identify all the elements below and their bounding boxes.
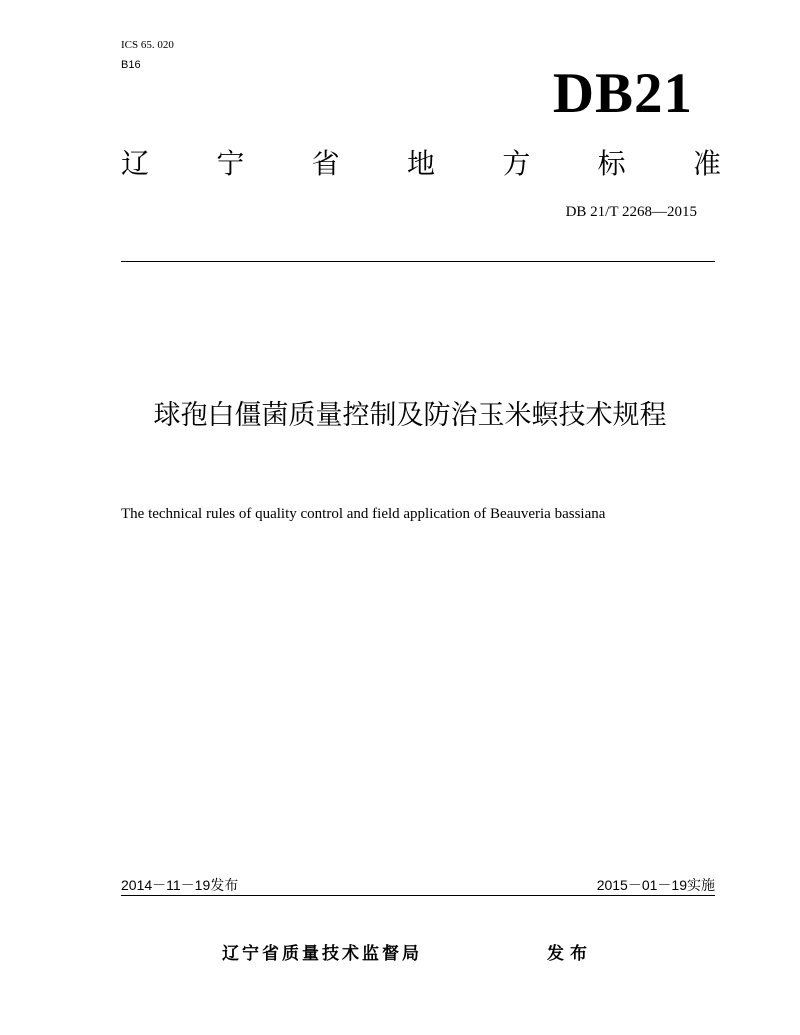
- document-title-en: The technical rules of quality control and field application of Beauveria bassiana: [121, 506, 606, 522]
- title-char: 辽: [121, 147, 150, 180]
- top-divider: [121, 261, 715, 262]
- title-char: 省: [311, 147, 340, 180]
- release-label: 发布: [210, 878, 239, 894]
- issue-word: 发布: [547, 944, 593, 964]
- release-date-line: [121, 876, 238, 895]
- title-char: 标: [597, 147, 626, 180]
- title-char: 地: [406, 147, 435, 180]
- standard-code-logo: DB21: [552, 62, 693, 125]
- standard-number: DB 21/T 2268—2015: [565, 204, 697, 220]
- title-char: 准: [692, 147, 721, 180]
- classification-code: B16: [121, 59, 141, 71]
- release-date: 2014－11－19: [121, 877, 211, 893]
- ics-code: ICS 65. 020: [121, 39, 174, 51]
- bottom-divider: [121, 895, 715, 896]
- issuing-authority: 辽宁省质量技术监督局: [222, 944, 422, 964]
- title-char: 宁: [216, 147, 245, 180]
- document-title-cn: 球孢白僵菌质量控制及防治玉米螟技术规程: [153, 400, 667, 431]
- standard-type-title: [121, 142, 721, 182]
- implement-date: 2015－01－19: [596, 877, 687, 893]
- title-char: 方: [502, 147, 531, 180]
- implement-label: 实施: [687, 878, 715, 894]
- implement-date-line: [597, 876, 715, 895]
